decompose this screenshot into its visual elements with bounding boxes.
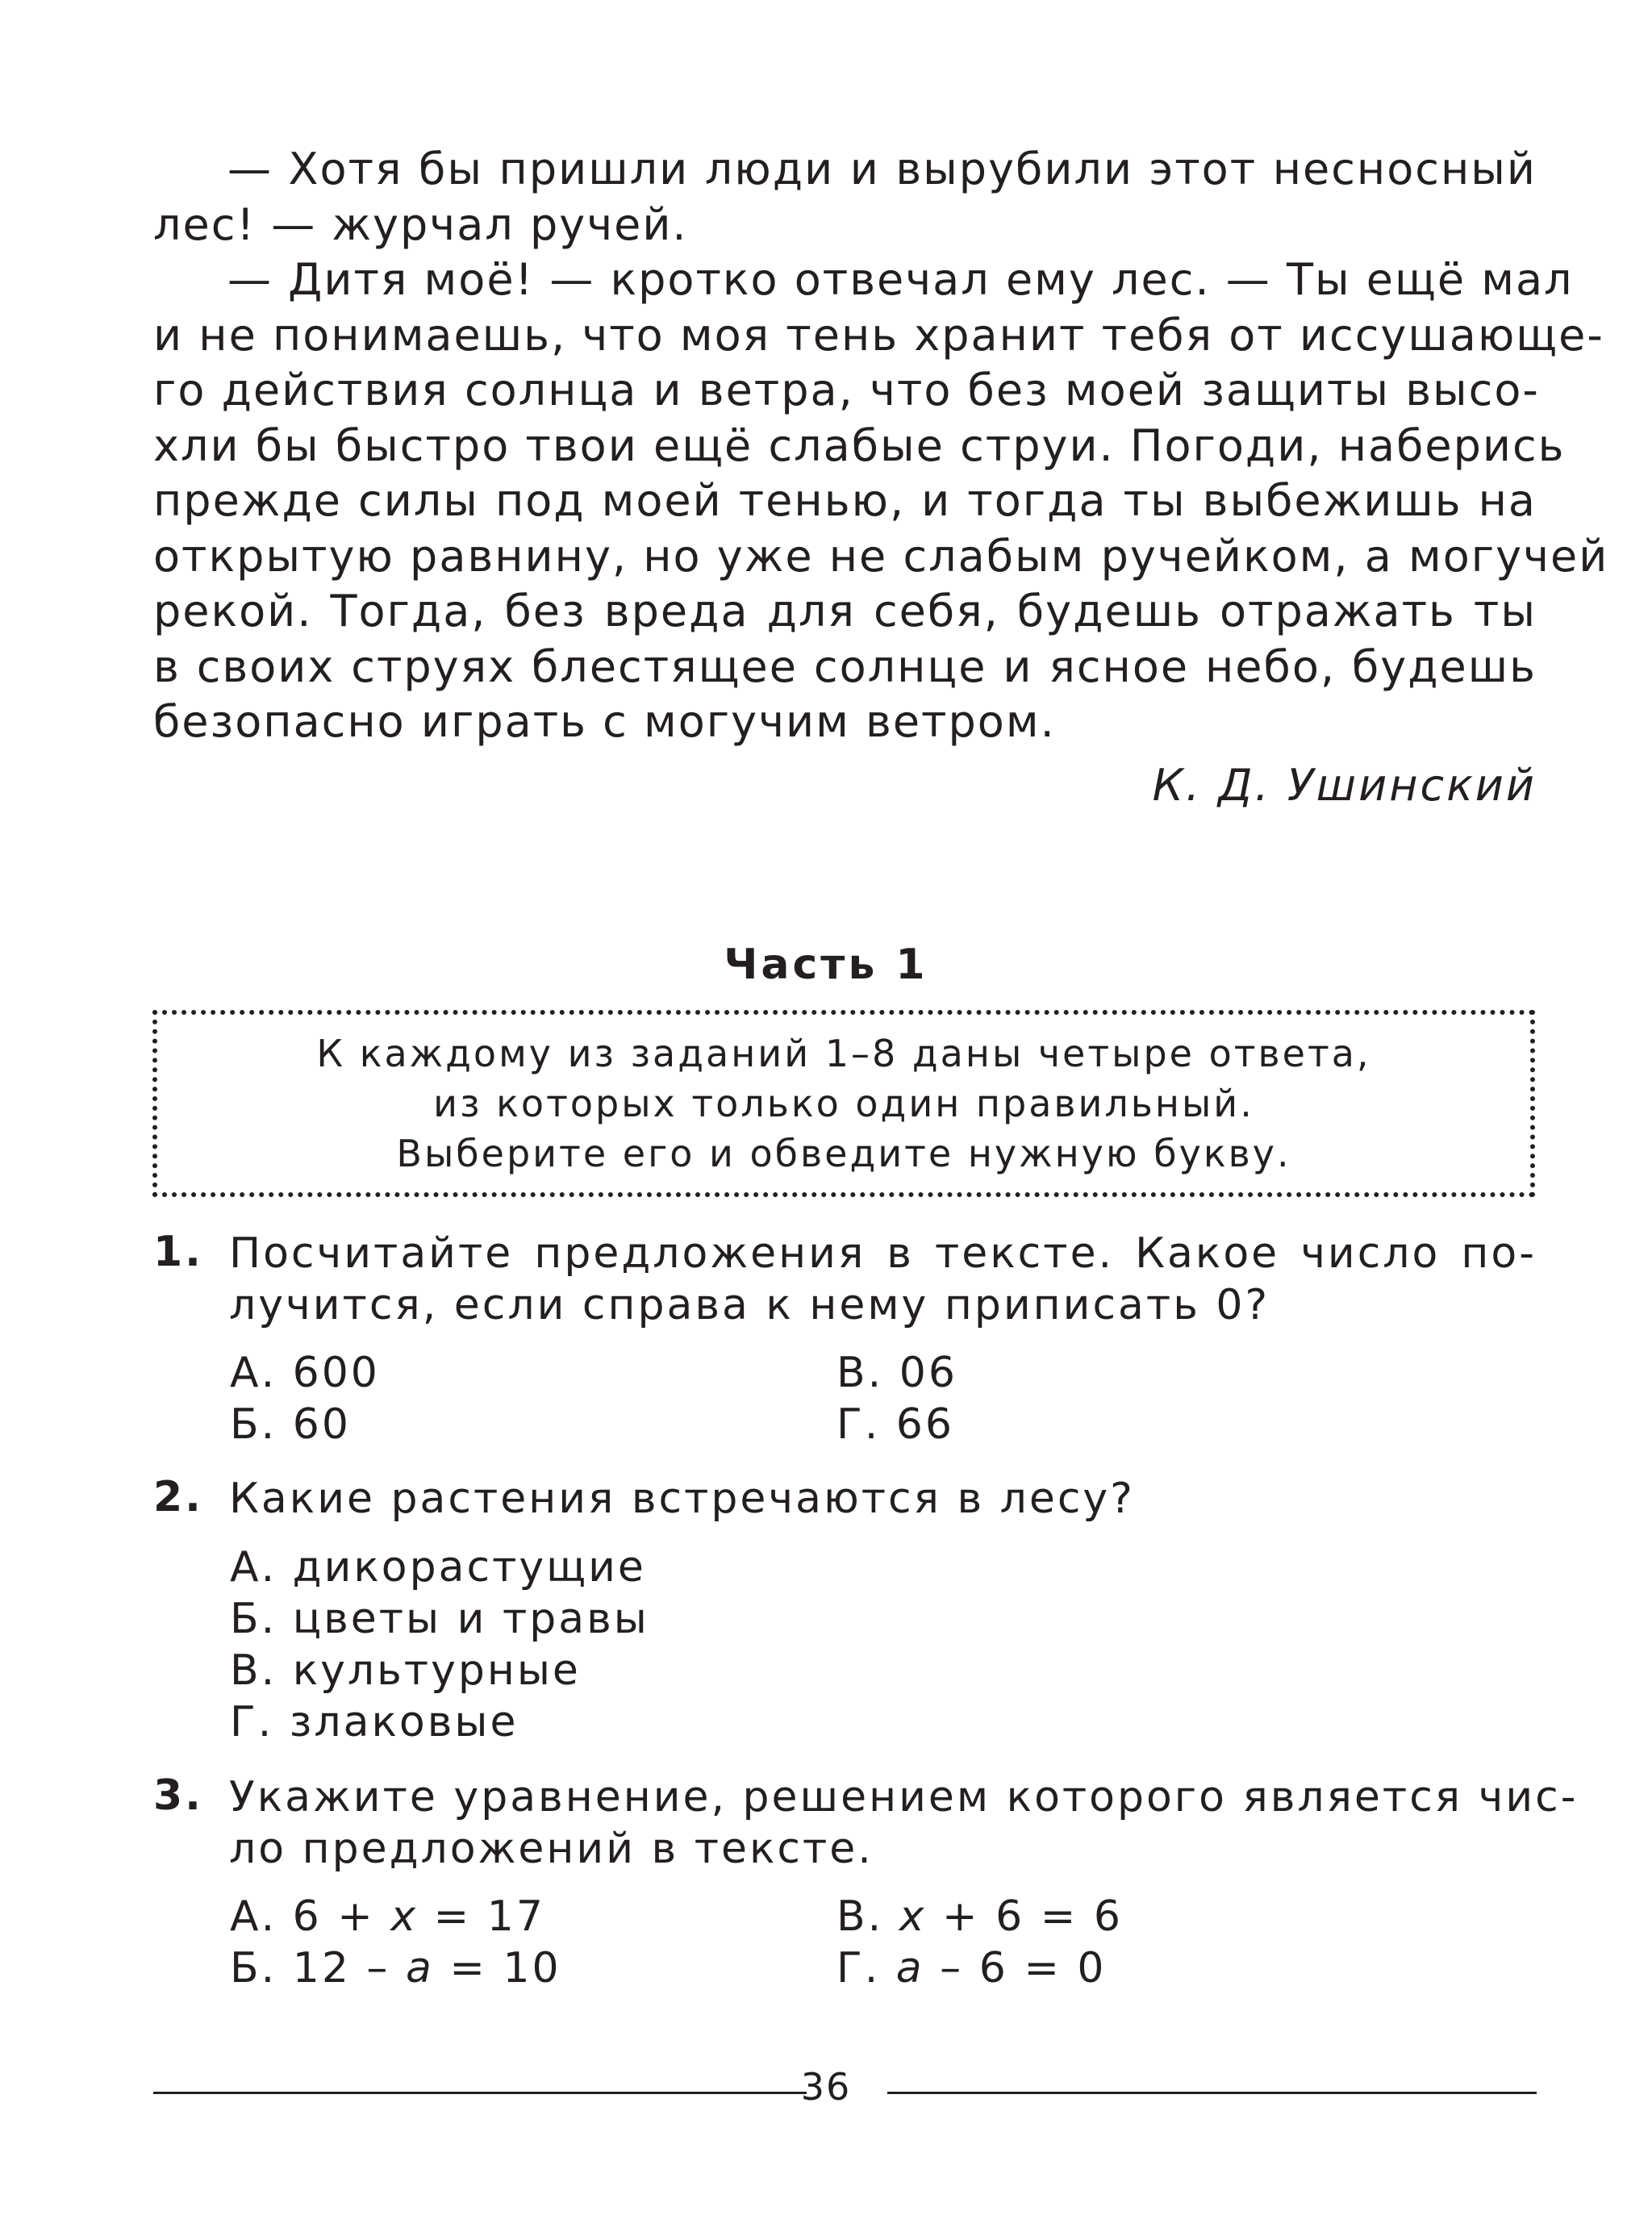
equation-text: Г. [836,1944,896,1992]
story-author: К. Д. Ушинский [1152,760,1537,811]
equation-text: В. [836,1892,899,1941]
answer-option-v[interactable]: В. культурные [230,1646,581,1695]
answer-option-g[interactable]: Г. 66 [836,1400,954,1449]
equation-text: А. 6 + [230,1892,391,1941]
answer-option-a[interactable]: А. 600 [230,1349,380,1397]
answer-option-a[interactable]: А. дикорастущие [230,1543,646,1592]
question-line: Укажите уравнение, решением которого является чис- [229,1773,1579,1821]
question-line: Посчитайте предложения в тексте. Какое число по- [229,1229,1537,1278]
equation-text: = 10 [433,1944,561,1992]
answer-option-v[interactable]: В. 06 [836,1349,957,1397]
equation-text: – 6 = 0 [924,1944,1107,1992]
instruction-line: К каждому из заданий 1–8 даны четыре ответа, [316,1032,1371,1075]
instruction-line: Выберите его и обведите нужную букву. [396,1132,1291,1175]
answer-option-b[interactable] [230,1944,561,1992]
answer-option-b[interactable]: Б. цветы и травы [230,1595,649,1643]
story-line: лес! — журчал ручей. [153,198,688,250]
question-text [229,1771,1579,1875]
story-line: прежде силы под моей тенью, и тогда ты выбежишь на [153,475,1537,526]
question-number: 3. [153,1771,203,1820]
question-text [229,1228,1537,1331]
answer-option-g[interactable] [836,1944,1107,1992]
answer-option-g[interactable]: Г. злаковые [230,1698,519,1746]
equation-text: + 6 = 6 [926,1892,1123,1941]
story-line: го действия солнца и ветра, что без моей защиты высо- [153,365,1540,415]
equation-variable: x [899,1892,927,1941]
equation-variable: x [390,1892,419,1941]
story-line: и не понимаешь, что моя тень хранит тебя от иссушающе- [153,309,1604,361]
story-line: хли бы быстро твои ещё слабые струи. Погоди, наберись [153,419,1566,471]
question-line: Какие растения встречаются в лесу? [229,1475,1135,1523]
equation-variable: а [895,1944,924,1992]
page-number: 36 [800,2065,852,2109]
instructions-box [152,1010,1535,1197]
story-text [153,142,1609,750]
story-line: в своих струях блестящее солнце и ясное небо, будешь [153,640,1537,692]
answer-option-a[interactable] [230,1892,545,1941]
equation-text: Б. 12 – [230,1944,406,1992]
equation-text: = 17 [418,1892,545,1941]
story-line: рекой. Тогда, без вреда для себя, будешь отражать ты [153,586,1537,636]
answer-option-b[interactable]: Б. 60 [230,1400,351,1449]
question-line: лучится, если справа к нему приписать 0? [229,1281,1270,1329]
question-number: 1. [153,1228,203,1276]
story-line: — Дитя моё! — кротко отвечал ему лес. — Ты ещё мал [227,254,1574,305]
story-line: — Хотя бы пришли люди и вырубили этот несносный [227,144,1537,194]
story-line: безопасно играть с могучим ветром. [153,696,1056,747]
question-text [229,1473,1537,1525]
answer-option-v[interactable] [836,1892,1123,1941]
question-line: ло предложений в тексте. [229,1825,874,1873]
question-number: 2. [153,1473,203,1521]
part-title: Часть 1 [724,941,928,989]
instruction-line: из которых только один правильный. [433,1082,1254,1125]
story-line: открытую равнину, но уже не слабым ручейком, а могучей [153,530,1609,582]
equation-variable: а [405,1944,434,1992]
